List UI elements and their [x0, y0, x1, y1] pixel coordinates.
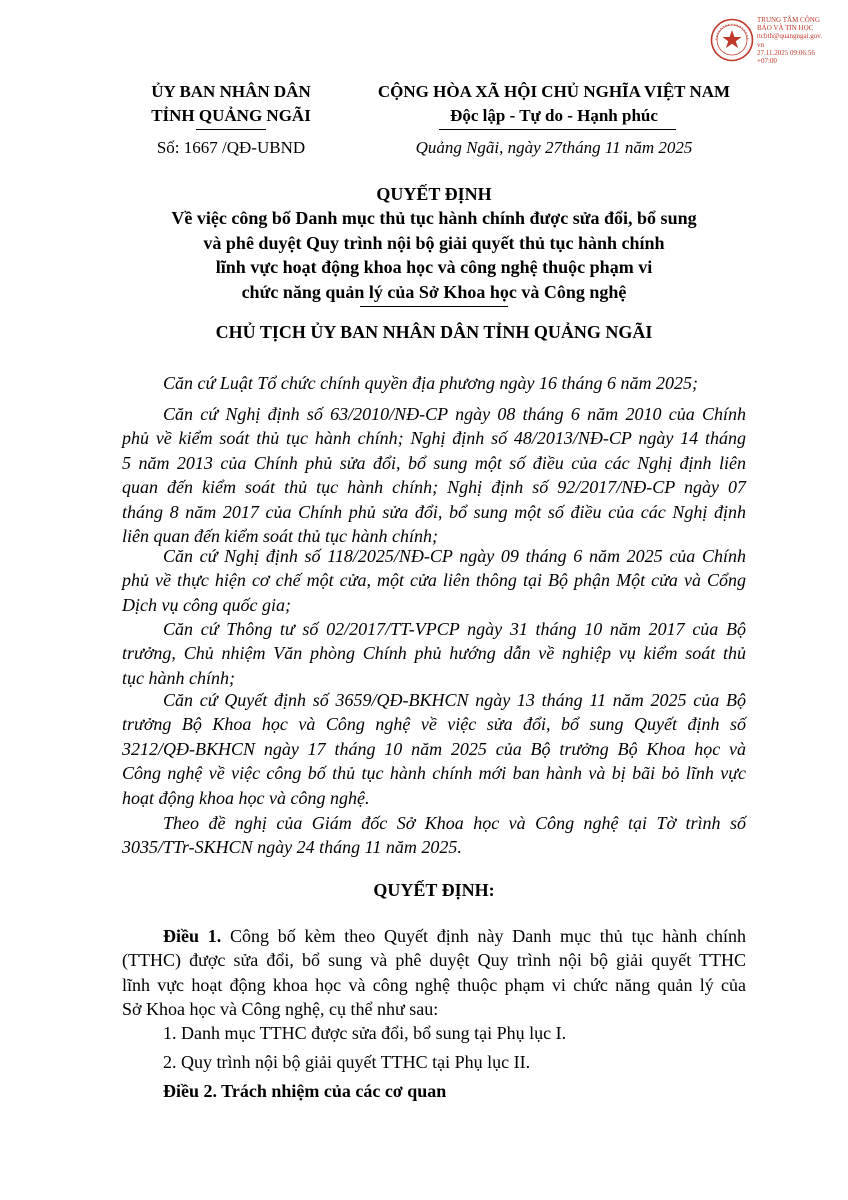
subject-line: và phê duyệt Quy trình nội bộ giải quyết thủ tục hành chính: [203, 232, 665, 253]
legal-basis-5: [122, 688, 746, 810]
article-1-label: Điều 1.: [163, 926, 222, 946]
basis-line: Căn cứ Luật Tổ chức chính quyền địa phương ngày 16 tháng 6 năm 2025;: [163, 373, 699, 393]
basis-line: hoạt động khoa học và công nghệ.: [122, 787, 370, 808]
digital-signature-info: [757, 16, 845, 65]
article-1-line: (TTHC) được sửa đổi, bổ sung và phê duyệt Quy trình nội bộ giải quyết TTHC: [122, 950, 746, 971]
basis-line: tháng 8 năm 2017 của Chính phủ sửa đổi, bổ sung một số điều của các Nghị định: [122, 501, 746, 522]
document-subject: [122, 206, 746, 304]
issuing-agency: [122, 80, 340, 128]
proposal-basis: [122, 811, 746, 860]
article-1-line: Sở Khoa học và Công nghệ, cụ thể như sau:: [122, 999, 439, 1020]
place-and-date: Quảng Ngãi, ngày 27tháng 11 năm 2025: [415, 138, 693, 157]
subject-line: lĩnh vực hoạt động khoa học và công nghệ thuộc phạm vi: [215, 257, 653, 277]
decision-heading: QUYẾT ĐỊNH:: [373, 880, 495, 900]
article-2-label: Điều 2. Trách nhiệm của các cơ quan: [163, 1081, 447, 1101]
basis-line: Căn cứ Thông tư số 02/2017/TT-VPCP ngày 31 tháng 10 năm 2017 của Bộ: [163, 619, 746, 639]
motto-underline: [439, 129, 676, 130]
subject-line: chức năng quản lý của Sở Khoa học và Công nghệ: [241, 281, 627, 302]
national-header: [340, 80, 768, 128]
issuing-authority: CHỦ TỊCH ỦY BAN NHÂN DÂN TỈNH QUẢNG NGÃI: [215, 322, 653, 342]
subject-underline: [360, 306, 508, 307]
agency-line-2: TỈNH QUẢNG NGÃI: [151, 106, 311, 125]
legal-basis-3: [122, 544, 746, 617]
list-item: 2. Quy trình nội bộ giải quyết TTHC tại Phụ lục II.: [163, 1052, 531, 1072]
basis-line: Căn cứ Quyết định số 3659/QĐ-BKHCN ngày 13 tháng 11 năm 2025 của Bộ: [163, 690, 746, 710]
basis-line: 3035/TTr-SKHCN ngày 24 tháng 11 năm 2025.: [122, 837, 462, 858]
legal-basis-4: [122, 617, 746, 690]
stamp-line: BÁO VÀ TIN HỌC: [757, 24, 814, 33]
basis-line: 3212/QĐ-BKHCN ngày 17 tháng 10 năm 2025 của Bộ trưởng Bộ Khoa học và: [122, 738, 746, 759]
agency-underline: [196, 129, 266, 130]
list-item: 1. Danh mục TTHC được sửa đổi, bổ sung tại Phụ lục I.: [163, 1023, 567, 1043]
legal-basis-2: [122, 402, 746, 548]
document-number: Số: 1667 /QĐ-UBND: [156, 138, 306, 157]
article-1: [122, 924, 746, 1022]
document-title: QUYẾT ĐỊNH: [376, 184, 492, 204]
basis-line: tục hành chính;: [122, 667, 235, 688]
basis-line: Công nghệ về việc công bố thủ tục hành chính mới ban hành và bị bãi bỏ lĩnh vực: [122, 763, 746, 784]
legal-basis-1: [122, 371, 746, 395]
article-1-line: lĩnh vực hoạt động khoa học và công nghệ thuộc phạm vi chức năng quản lý của: [122, 974, 746, 995]
article-1-item-1: [122, 1021, 746, 1045]
nation-name: CỘNG HÒA XÃ HỘI CHỦ NGHĨA VIỆT NAM: [377, 82, 731, 101]
basis-line: Dịch vụ công quốc gia;: [122, 594, 291, 615]
article-2: [122, 1079, 746, 1103]
basis-line: Căn cứ Nghị định số 63/2010/NĐ-CP ngày 08 tháng 6 năm 2010 của Chính: [163, 404, 746, 424]
basis-line: trưởng Bộ Khoa học và Công nghệ về việc sửa đổi, bổ sung Quyết định số: [122, 714, 746, 735]
article-1-line: Công bố kèm theo Quyết định này Danh mục thủ tục hành chính: [221, 926, 747, 946]
basis-line: trưởng, Chủ nhiệm Văn phòng Chính phủ hướng dẫn về nghiệp vụ kiểm soát thủ: [122, 643, 746, 664]
subject-line: Về việc công bố Danh mục thủ tục hành chính được sửa đổi, bổ sung: [171, 208, 697, 228]
basis-line: quan đến kiểm soát thủ tục hành chính; Nghị định số 92/2017/NĐ-CP ngày 07: [122, 477, 746, 498]
basis-line: Căn cứ Nghị định số 118/2025/NĐ-CP ngày 09 tháng 6 năm 2025 của Chính: [163, 546, 746, 566]
basis-line: Theo đề nghị của Giám đốc Sở Khoa học và Công nghệ tại Tờ trình số: [163, 813, 746, 833]
basis-line: liên quan đến kiểm soát thủ tục hành chính;: [122, 526, 438, 547]
stamp-line: TRUNG TÂM CÔNG: [757, 16, 820, 24]
basis-line: phủ về thực hiện cơ chế một cửa, một cửa liên thông tại Bộ phận Một cửa và Cổng: [122, 570, 746, 591]
stamp-line: ttcbth@quangngai.gov.: [757, 32, 823, 41]
basis-line: phủ về kiểm soát thủ tục hành chính; Nghị định số 48/2013/NĐ-CP ngày 14 tháng: [122, 428, 746, 449]
basis-line: 5 năm 2013 của Chính phủ sửa đổi, bổ sung một số điều của các Nghị định liên: [122, 452, 746, 473]
agency-line-1: ỦY BAN NHÂN DÂN: [151, 82, 311, 101]
digital-signature-seal: [710, 18, 754, 62]
stamp-line: +07:00: [757, 57, 777, 66]
stamp-line: 27.11.2025 09:06:56: [757, 48, 815, 57]
stamp-line: vn: [757, 40, 764, 49]
article-1-item-2: [122, 1050, 746, 1074]
national-motto: Độc lập - Tự do - Hạnh phúc: [450, 106, 658, 125]
